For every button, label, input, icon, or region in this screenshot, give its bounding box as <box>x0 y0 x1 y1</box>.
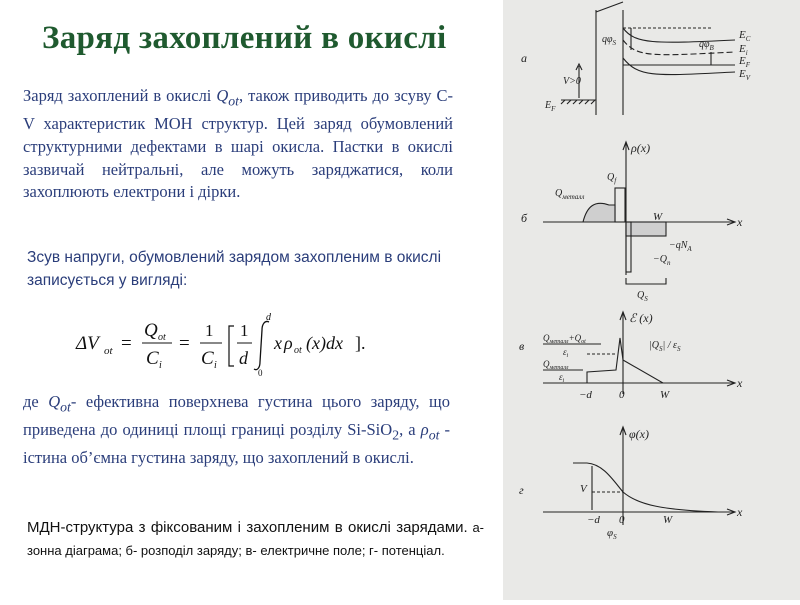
formula-rho: ρ <box>284 333 293 353</box>
ec-label: $E_C$ <box>739 29 751 43</box>
field-right-label: $|Q_S| / \varepsilon_S$ <box>649 340 681 353</box>
qmetal-label: $Q_{металл}$ <box>555 188 585 201</box>
p1-symbol-q-sub: ot <box>228 93 239 109</box>
formula-rho-arg: (x)dx <box>306 333 343 353</box>
potential-zero: 0 <box>619 514 625 526</box>
field-minus-d: −d <box>579 389 592 401</box>
metal-hatch <box>561 100 595 104</box>
paragraph-voltage-shift: Зсув напруги, обумовлений зарядом захопленим в окислі записується у вигляді: <box>27 249 442 289</box>
charge-distribution-b <box>521 141 743 303</box>
potential-minus-d: −d <box>587 514 600 526</box>
potential-curve <box>573 463 718 512</box>
rho-axis-label: ρ(x) <box>631 141 651 155</box>
potential-phis: $\varphi_S$ <box>607 527 617 541</box>
field-bot-den: $\varepsilon_i$ <box>559 372 565 384</box>
p3-q-sub: ot <box>60 399 71 415</box>
figure-panel <box>503 0 800 600</box>
label-a: а <box>521 51 527 65</box>
x-label-v: x <box>737 376 743 390</box>
formula-delta-v-sub: ot <box>104 345 113 357</box>
qs-brace <box>626 278 666 284</box>
qna-label: $-qN_A$ <box>669 240 692 253</box>
w-label-b: W <box>653 211 663 223</box>
formula-integral-lower: 0 <box>258 368 263 378</box>
potential-g <box>519 427 743 541</box>
formula-one-b: 1 <box>240 321 249 340</box>
field-w: W <box>660 389 670 401</box>
field-bot-label: $Q_{металл}$ <box>543 359 569 371</box>
x-label-g: x <box>737 505 743 519</box>
field-axis-label: ℰ (x) <box>629 311 653 325</box>
label-g: г <box>519 483 524 497</box>
p3-q: Q <box>48 392 61 411</box>
qf-label: $Q_f$ <box>607 172 617 185</box>
formula-integral-upper: d <box>266 312 271 323</box>
potential-axis-label: φ(x) <box>629 427 649 441</box>
depletion-region <box>626 222 666 236</box>
v-label: V>0 <box>563 76 581 87</box>
ei-label: $E_i$ <box>739 43 748 57</box>
formula-equals-1: = <box>121 333 132 354</box>
ev-label: $E_V$ <box>739 68 751 82</box>
ev-curve <box>623 58 735 75</box>
field-zero: 0 <box>619 389 625 401</box>
electric-field-v <box>519 311 743 401</box>
p1-symbol-q: Q <box>216 86 229 105</box>
p3-text-c: - істина об’ємна густина заряду, що захоплений в окислі. <box>23 419 451 467</box>
formula-rho-sub: ot <box>294 345 302 356</box>
formula-c-denominator: C <box>146 348 159 369</box>
figure-caption <box>27 516 484 562</box>
p3-text-b: , а <box>399 419 421 439</box>
formula-integral-sign <box>254 321 269 369</box>
formula-q-numerator: Q <box>144 320 158 341</box>
band-diagram-a <box>521 2 751 115</box>
oxide-conduction-edge <box>596 2 623 12</box>
qf-spike <box>615 188 625 222</box>
p3-sio2-sub: 2 <box>392 427 400 443</box>
formula-equals-2: = <box>179 333 190 354</box>
phis-label: $q\varphi_S$ <box>602 34 617 47</box>
p3-rho: ρ <box>420 419 429 439</box>
p3-text-a: - ефективна поверхнева густина цього заряду, що приведена до одиниці площі границі розділу Si-SiO <box>23 392 451 439</box>
paragraph-oxide-charge <box>23 85 453 204</box>
qmetal-region <box>583 203 615 222</box>
qn-label: $-Q_n$ <box>653 254 671 267</box>
caption-rest: а- зонна діаграма; б- розподіл заряду; в- електричне поле; г- потенціал. <box>27 520 485 558</box>
phib-label: $q\varphi_B$ <box>699 39 714 52</box>
ec-curve <box>623 28 735 42</box>
voltage-shift-formula <box>72 308 402 378</box>
label-v: в <box>519 339 525 353</box>
ef-left-label: $E_F$ <box>545 100 556 113</box>
formula-c-denominator-2: C <box>201 348 214 369</box>
p3-de: де <box>23 392 49 411</box>
field-top-label: $Q_{металл}+Q_{ot}$ <box>543 333 586 345</box>
qs-label: $Q_S$ <box>637 290 648 303</box>
potential-v-label: V <box>580 483 587 495</box>
formula-c-sub: i <box>159 360 162 371</box>
p1-text-a: Заряд захоплений в окислі <box>23 86 217 105</box>
formula-one: 1 <box>205 321 214 340</box>
formula-q-sub: ot <box>158 332 166 343</box>
formula-c-sub-2: i <box>214 360 217 371</box>
formula-closing: ]. <box>355 333 366 353</box>
p1-text-b: , також приводить до зсуву C-V характеристик МОН структур. Цей заряд обумовлений структурними дефектами в шарі окисла. Пастки в окислі зазвичай нейтральні, але можуть заряджатися, коли захоплюють електрони і дірки. <box>23 86 453 202</box>
x-label-b: x <box>737 215 743 229</box>
label-b: б <box>521 211 528 225</box>
potential-w: W <box>663 514 673 526</box>
p3-rho-sub: ot <box>428 427 440 443</box>
field-top-den: $\varepsilon_i$ <box>563 347 569 359</box>
formula-left-bracket <box>229 326 234 366</box>
formula-delta-v: ΔV <box>76 333 99 354</box>
slide-title: Заряд захоплений в окислі <box>42 20 447 56</box>
paragraph-definitions <box>23 391 450 469</box>
caption-main: МДН-структура з фіксованим і захопленим в окислі зарядами. <box>27 519 468 536</box>
ef-label: $E_F$ <box>739 55 751 69</box>
formula-d-denominator: d <box>239 348 248 368</box>
formula-integrand-x: x <box>274 333 282 353</box>
